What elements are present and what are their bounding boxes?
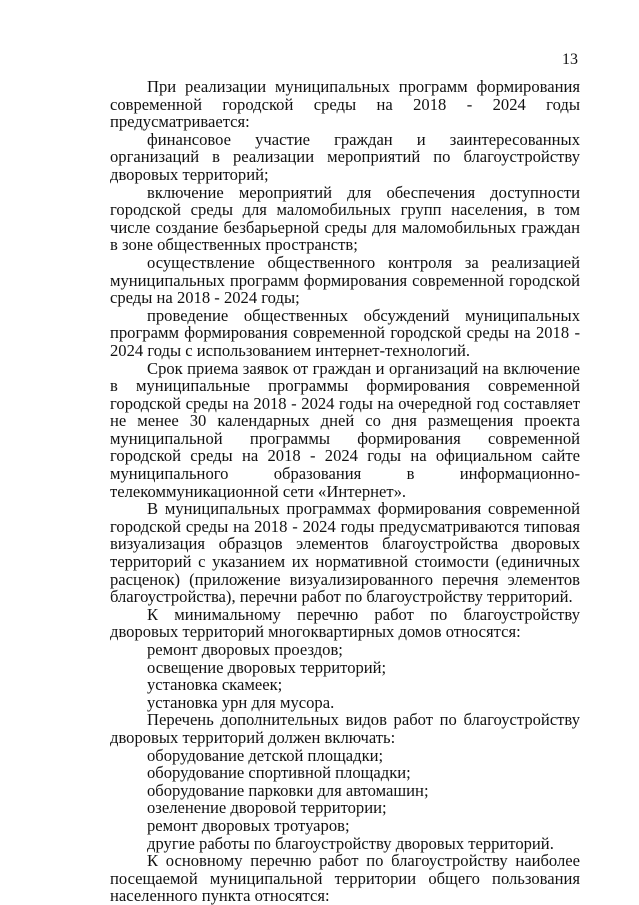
list-item: установка скамеек; <box>147 675 283 695</box>
list-item: включение мероприятий для обеспечения доступности городской среды для маломобильных групп населения, в том числе создание безбарьерной среды для маломобильных граждан в зоне общественных пространств; <box>110 182 580 255</box>
list-item: установка урн для мусора. <box>147 692 335 712</box>
list-item: оборудование парковки для автомашин; <box>147 780 429 800</box>
list-item: освещение дворовых территорий; <box>147 657 387 677</box>
list-item: оборудование детской площадки; <box>147 745 384 765</box>
paragraph-intro: При реализации муниципальных программ формирования современной городской среды на 2018 - 2024 годы предусматривается: <box>110 77 580 132</box>
list-item: оборудование спортивной площадки; <box>147 763 411 783</box>
paragraph-visualization: В муниципальных программах формирования современной городской среды на 2018 - 2024 годы предусматриваются типовая визуализация образцов элементов благоустройства дворовых территорий с указанием их нормативной стоимости (единичных расценок) (приложение визуализированного перечня элементов благоустройства), перечни работ по благоустройству территорий. <box>110 499 580 607</box>
list-item: ремонт дворовых тротуаров; <box>147 815 350 835</box>
list-item: проведение общественных обсуждений муниципальных программ формирования современной городской среды на 2018 - 2024 годы с использованием интернет-технологий. <box>110 305 580 360</box>
paragraph-minimum-list-heading: К минимальному перечню работ по благоустройству дворовых территорий многоквартирных домов относятся: <box>110 604 580 642</box>
page-number: 13 <box>562 51 578 68</box>
list-item: осуществление общественного контроля за реализацией муниципальных программ формирования современной городской среды на 2018 - 2024 годы; <box>110 252 580 308</box>
list-item: другие работы по благоустройству дворовых территорий. <box>147 833 554 853</box>
list-item: ремонт дворовых проездов; <box>147 640 343 659</box>
paragraph-main-list-heading: К основному перечню работ по благоустройству наиболее посещаемой муниципальной территории общего пользования населенного пункта относятся: <box>110 851 580 905</box>
paragraph-additional-list-heading: Перечень дополнительных видов работ по благоустройству дворовых территорий должен включать: <box>110 710 580 747</box>
list-item: финансовое участие граждан и заинтересованных организаций в реализации мероприятий по благоустройству дворовых территорий; <box>110 129 580 184</box>
paragraph-deadline: Срок приема заявок от граждан и организаций на включение в муниципальные программы формирования современной городской среды на 2018 - 2024 годы на очередной год составляет не менее 30 календарных дней со дня размещения проекта муниципальной программы формирования современной городской среды на 2018 - 2024 годы на официальном сайте муниципального образования в информационно-телекоммуникационной сети «Интернет». <box>110 358 580 501</box>
body-text <box>110 78 580 905</box>
list-item: озеленение дворовой территории; <box>147 798 387 818</box>
